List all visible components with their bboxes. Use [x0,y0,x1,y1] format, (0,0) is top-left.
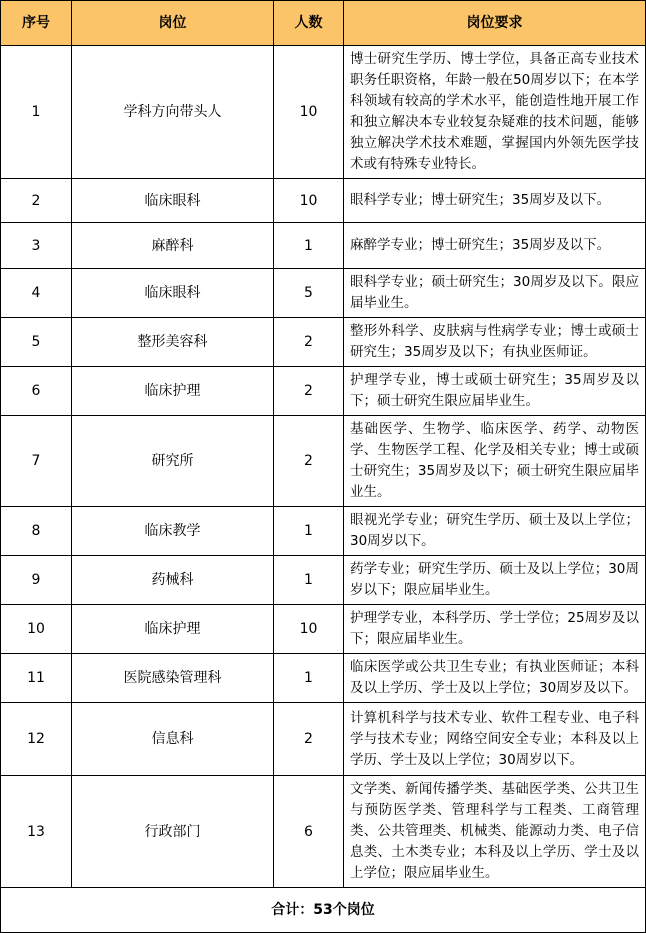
row-count: 1 [274,654,344,703]
header-row [1,1,646,46]
table-row [1,507,646,556]
header-requirements: 岗位要求 [344,1,646,46]
row-requirements: 眼视光学专业；研究生学历、硕士及以上学位；30周岁以下。 [344,507,646,556]
row-seq: 12 [1,703,72,776]
header-seq: 序号 [1,1,72,46]
table-row [1,776,646,888]
row-post: 临床眼科 [72,269,274,318]
row-post: 临床眼科 [72,179,274,223]
table-row [1,46,646,179]
table-row [1,416,646,507]
table-row [1,605,646,654]
row-count: 2 [274,318,344,367]
row-seq: 10 [1,605,72,654]
row-seq: 1 [1,46,72,179]
row-requirements: 护理学专业，本科学历、学士学位；25周岁及以下；限应届毕业生。 [344,605,646,654]
total-row [1,888,646,933]
row-seq: 7 [1,416,72,507]
row-seq: 13 [1,776,72,888]
row-count: 6 [274,776,344,888]
row-count: 2 [274,703,344,776]
row-post: 临床护理 [72,367,274,416]
table-row [1,269,646,318]
row-requirements: 眼科学专业；博士研究生；35周岁及以下。 [344,179,646,223]
table-row [1,179,646,223]
row-requirements: 护理学专业，博士或硕士研究生；35周岁及以下；硕士研究生限应届毕业生。 [344,367,646,416]
table-row [1,367,646,416]
row-count: 10 [274,46,344,179]
row-count: 1 [274,556,344,605]
row-requirements: 眼科学专业；硕士研究生；30周岁及以下。限应届毕业生。 [344,269,646,318]
row-post: 医院感染管理科 [72,654,274,703]
table-row [1,654,646,703]
row-seq: 8 [1,507,72,556]
row-post: 麻醉科 [72,223,274,269]
row-requirements: 计算机科学与技术专业、软件工程专业、电子科学与技术专业；网络空间安全专业；本科及以上学历、学士及以上学位；30周岁以下。 [344,703,646,776]
row-seq: 2 [1,179,72,223]
row-requirements: 整形外科学、皮肤病与性病学专业；博士或硕士研究生；35周岁及以下；有执业医师证。 [344,318,646,367]
row-requirements: 文学类、新闻传播学类、基础医学类、公共卫生与预防医学类、管理科学与工程类、工商管理类、公共管理类、机械类、能源动力类、电子信息类、土木类专业；本科及以上学历、学士及以上学位；限应届毕业生。 [344,776,646,888]
row-requirements: 基础医学、生物学、临床医学、药学、动物医学、生物医学工程、化学及相关专业；博士或硕士研究生；35周岁及以下；硕士研究生限应届毕业生。 [344,416,646,507]
row-seq: 6 [1,367,72,416]
row-count: 10 [274,605,344,654]
table-row [1,223,646,269]
header-count: 人数 [274,1,344,46]
row-post: 药械科 [72,556,274,605]
row-count: 1 [274,223,344,269]
header-post: 岗位 [72,1,274,46]
row-seq: 11 [1,654,72,703]
row-post: 学科方向带头人 [72,46,274,179]
table-row [1,318,646,367]
row-seq: 9 [1,556,72,605]
row-post: 临床护理 [72,605,274,654]
row-count: 2 [274,367,344,416]
row-requirements: 博士研究生学历、博士学位，具备正高专业技术职务任职资格，年龄一般在50周岁以下；在本学科领域有较高的学术水平，能创造性地开展工作和独立解决本专业较复杂疑难的技术问题，能够独立解决学术技术难题，掌握国内外领先医学技术或有特殊专业特长。 [344,46,646,179]
row-seq: 5 [1,318,72,367]
row-requirements: 麻醉学专业；博士研究生；35周岁及以下。 [344,223,646,269]
row-requirements: 临床医学或公共卫生专业；有执业医师证；本科及以上学历、学士及以上学位；30周岁及以下。 [344,654,646,703]
row-post: 整形美容科 [72,318,274,367]
row-seq: 4 [1,269,72,318]
row-requirements: 药学专业；研究生学历、硕士及以上学位；30周岁以下；限应届毕业生。 [344,556,646,605]
table-row [1,556,646,605]
row-seq: 3 [1,223,72,269]
row-count: 1 [274,507,344,556]
table-row [1,703,646,776]
row-count: 10 [274,179,344,223]
total-label: 合计：53个岗位 [1,888,646,933]
row-post: 信息科 [72,703,274,776]
row-post: 临床教学 [72,507,274,556]
row-count: 2 [274,416,344,507]
row-post: 研究所 [72,416,274,507]
row-count: 5 [274,269,344,318]
row-post: 行政部门 [72,776,274,888]
